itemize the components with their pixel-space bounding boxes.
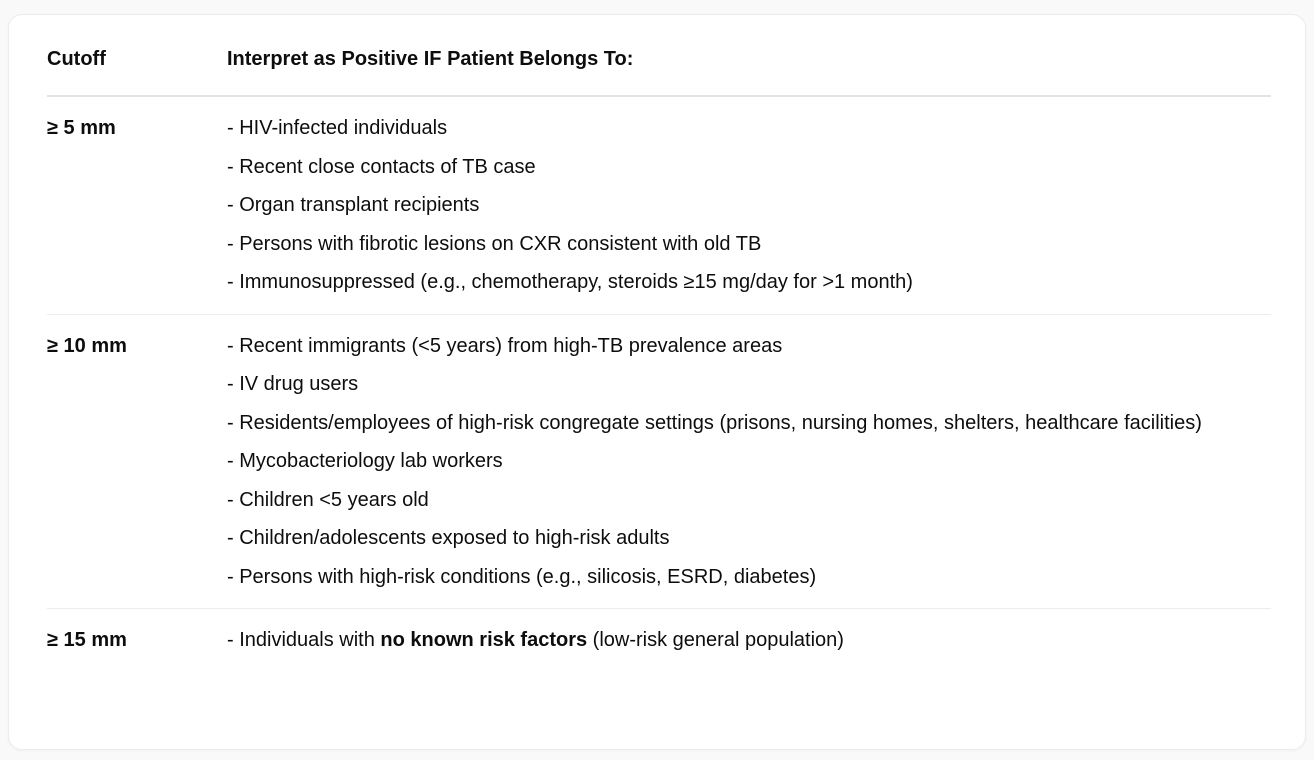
criteria-list [227,609,1271,672]
cutoff-value: ≥ 5 mm [47,96,227,314]
list-item: - Recent immigrants (<5 years) from high-TB prevalence areas [227,334,783,357]
list-item: - Residents/employees of high-risk congregate settings (prisons, nursing homes, shelters, healthcare facilities) [227,411,1202,434]
criteria-list [227,96,1271,314]
list-item: - Mycobacteriology lab workers [227,450,503,472]
item-emphasis: no known risk factors [380,629,588,651]
cutoff-value: ≥ 15 mm [47,629,127,651]
list-item: - HIV-infected individuals [227,117,448,139]
header-cutoff: Cutoff [47,39,227,96]
item-suffix: (low-risk general population) [587,629,844,651]
table-row [47,96,1271,314]
header-interpret: Interpret as Positive IF Patient Belongs To: [227,39,1271,96]
list-item: - Recent close contacts of TB case [227,155,536,178]
list-item: - Persons with high-risk conditions (e.g., silicosis, ESRD, diabetes) [227,565,817,588]
list-item: - Organ transplant recipients [227,194,480,216]
list-item: - IV drug users [227,373,359,395]
list-item [227,621,1271,660]
list-item: - Children <5 years old [227,488,429,511]
table-header-row [47,39,1271,96]
list-item: - Persons with fibrotic lesions on CXR consistent with old TB [227,232,762,255]
tuberculin-cutoff-table [47,39,1271,672]
criteria-list [227,314,1271,609]
table-row [47,314,1271,609]
list-item: - Immunosuppressed (e.g., chemotherapy, steroids ≥15 mg/day for >1 month) [227,271,913,293]
table-row [47,609,1271,672]
cutoff-value: ≥ 10 mm [47,314,227,609]
item-prefix: - Individuals with [227,629,381,651]
table-card [8,14,1306,750]
list-item: - Children/adolescents exposed to high-risk adults [227,527,670,549]
